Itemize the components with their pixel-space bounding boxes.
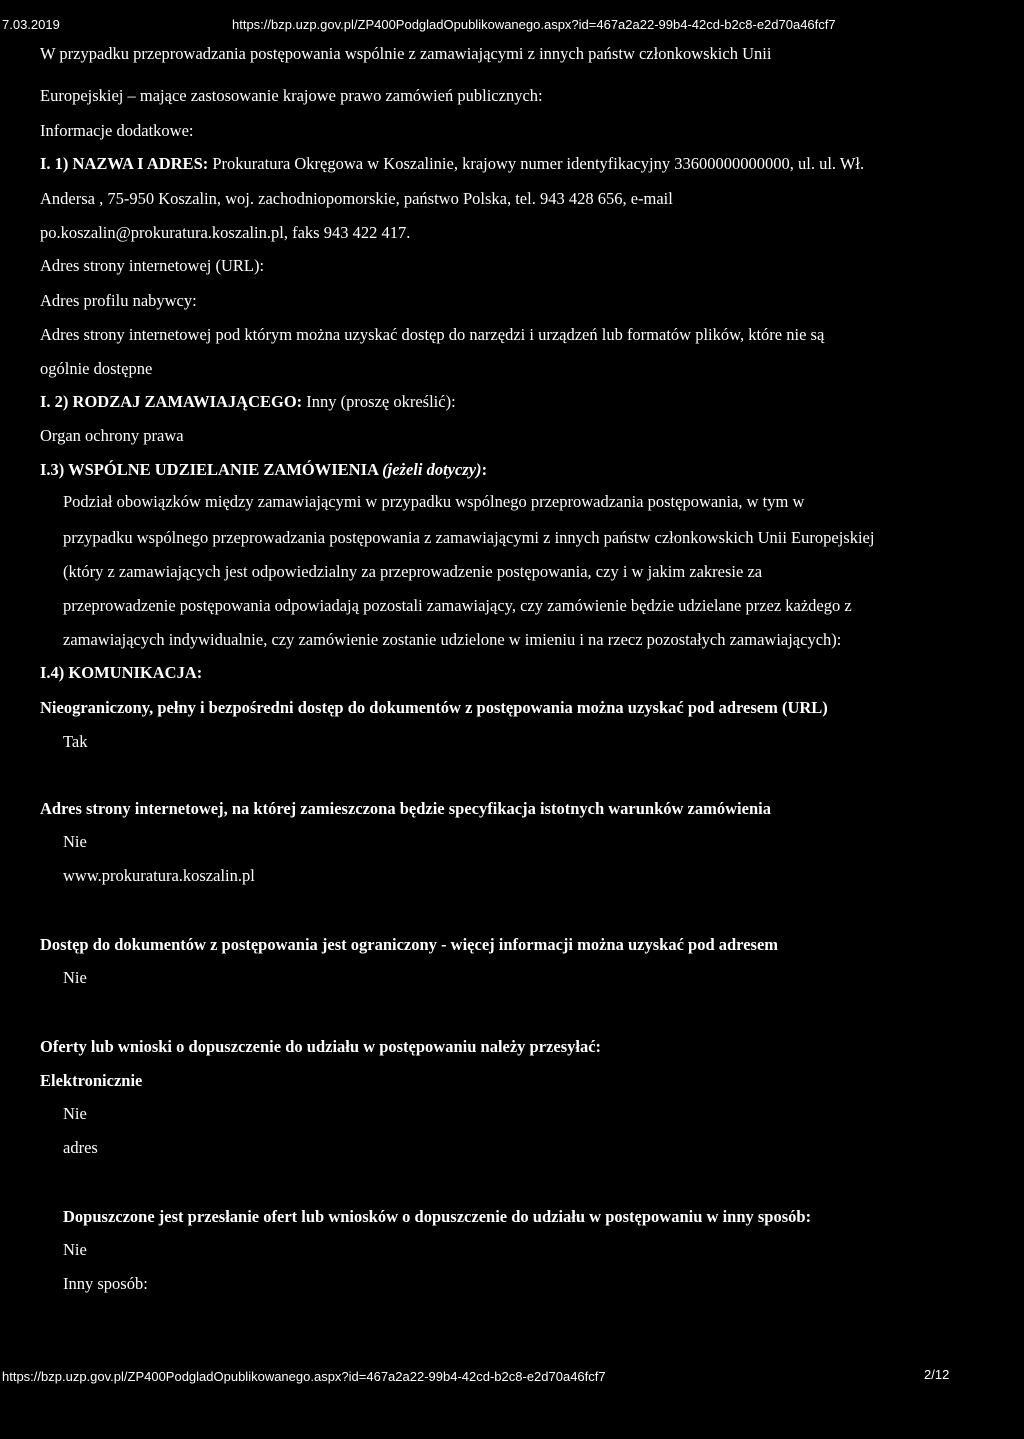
communication-heading: I.4) KOMUNIKACJA: [40,663,203,682]
joint-award-colon: : [481,460,488,479]
other-method-label: Inny sposób: [63,1274,148,1293]
tools-access-line-2: ogólnie dostępne [40,359,153,378]
additional-info-label: Informacje dodatkowe: [40,121,194,140]
contracting-type-heading: I. 2) RODZAJ ZAMAWIAJĄCEGO: [40,392,303,411]
joint-award-desc-3: (który z zamawiających jest odpowiedzialny za przeprowadzenie postępowania, czy i w jakim zakresie za [63,562,763,581]
unrestricted-access-label: Nieograniczony, pełny i bezpośredni dostęp do dokumentów z postępowania można uzyskać pod adresem (URL) [40,698,828,717]
page-header [0,0,1024,40]
other-submission-label: Dopuszczone jest przesłanie ofert lub wniosków o dopuszczenie do udziału w postępowaniu w inny sposób: [63,1207,812,1226]
eu-joint-procedure-line-2: Europejskiej – mające zastosowanie krajowe prawo zamówień publicznych: [40,86,543,105]
unrestricted-access-value: Tak [63,732,88,751]
joint-award-heading: I.3) WSPÓLNE UDZIELANIE ZAMÓWIENIA [40,460,383,479]
header-url[interactable]: https://bzp.uzp.gov.pl/ZP400PodgladOpublikowanego.aspx?id=467a2a22-99b4-42cd-b2c8-e2d70a46fcf7 [232,17,836,32]
name-address-line-2: Andersa , 75-950 Koszalin, woj. zachodniopomorskie, państwo Polska, tel. 943 428 656, e-mail [40,189,673,208]
electronic-value: Nie [63,1104,87,1123]
contracting-type-line [40,392,456,412]
joint-award-desc-1: Podział obowiązków między zamawiającymi w przypadku wspólnego przeprowadzania postępowania, w tym w [63,492,805,511]
siwz-url-address[interactable]: www.prokuratura.koszalin.pl [63,866,255,885]
other-submission-value: Nie [63,1240,87,1259]
joint-award-line [40,460,487,480]
siwz-url-value: Nie [63,832,87,851]
website-url-label: Adres strony internetowej (URL): [40,256,265,275]
eu-joint-procedure-line-1: W przypadku przeprowadzania postępowania wspólnie z zamawiającymi z innych państw członkowskich Unii [40,44,772,63]
name-address-line-1 [40,154,864,174]
joint-award-desc-2: przypadku wspólnego przeprowadzania postępowania z zamawiającymi z innych państw członkowskich Unii Europejskiej [63,528,875,547]
contracting-type-text: Inny (proszę określić): [302,392,456,411]
joint-award-qualifier: (jeżeli dotyczy) [382,460,482,479]
restricted-access-value: Nie [63,968,87,987]
print-date: 7.03.2019 [2,17,60,32]
electronic-label: Elektronicznie [40,1071,143,1090]
contracting-type-value: Organ ochrony prawa [40,426,184,445]
electronic-address-label: adres [63,1138,98,1157]
siwz-url-label: Adres strony internetowej, na której zamieszczona będzie specyfikacja istotnych warunków zamówienia [40,799,771,818]
joint-award-desc-5: zamawiających indywidualnie, czy zamówienie zostanie udzielone w imieniu i na rzecz pozostałych zamawiających): [63,630,842,649]
name-address-text: Prokuratura Okręgowa w Koszalinie, krajowy numer identyfikacyjny 33600000000000, ul. ul. Wł. [208,154,865,173]
offers-submission-label: Oferty lub wnioski o dopuszczenie do udziału w postępowaniu należy przesyłać: [40,1037,602,1056]
page-number: 2/12 [924,1367,950,1382]
restricted-access-label: Dostęp do dokumentów z postępowania jest ograniczony - więcej informacji można uzyskać pod adresem [40,935,779,954]
tools-access-line-1: Adres strony internetowej pod którym można uzyskać dostęp do narzędzi i urządzeń lub formatów plików, które nie są [40,325,825,344]
email-fax-line: po.koszalin@prokuratura.koszalin.pl, faks 943 422 417. [40,223,411,242]
name-address-heading: I. 1) NAZWA I ADRES: [40,154,209,173]
buyer-profile-label: Adres profilu nabywcy: [40,291,197,310]
footer-url[interactable]: https://bzp.uzp.gov.pl/ZP400PodgladOpublikowanego.aspx?id=467a2a22-99b4-42cd-b2c8-e2d70a46fcf7 [2,1369,606,1384]
joint-award-desc-4: przeprowadzenie postępowania odpowiadają pozostali zamawiający, czy zamówienie będzie udzielane przez każdego z [63,596,852,615]
